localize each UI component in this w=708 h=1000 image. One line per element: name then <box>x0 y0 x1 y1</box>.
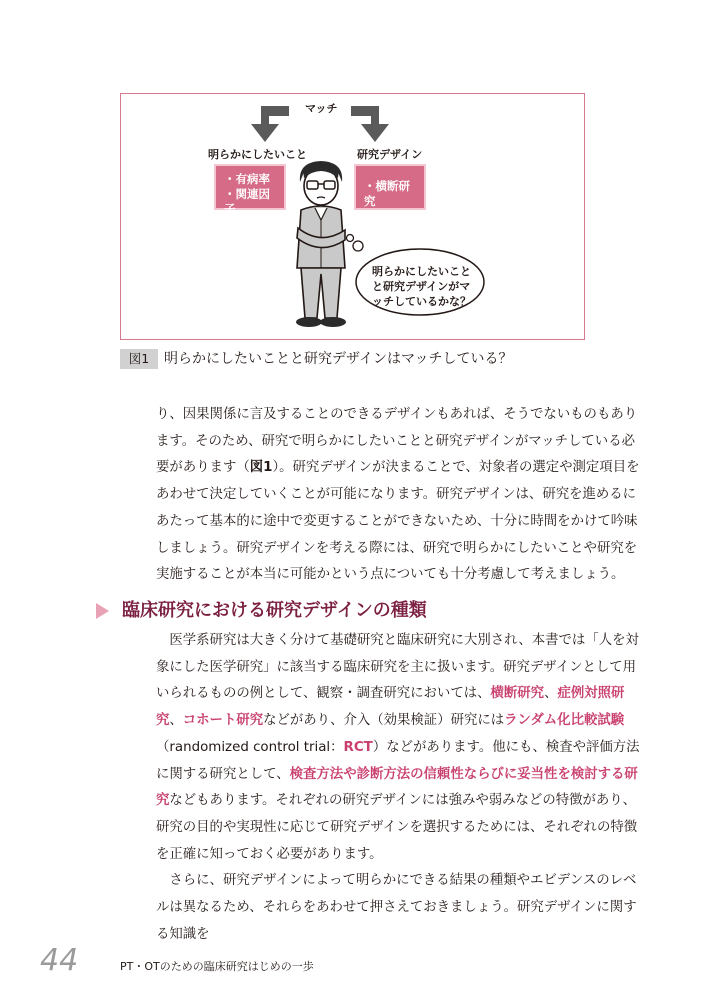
running-title: PT・OTのための臨床研究はじめの一歩 <box>120 960 314 973</box>
figure-caption: 明らかにしたいことと研究デザインはマッチしている？ <box>164 351 513 367</box>
keyword: コホート研究 <box>182 713 264 729</box>
text-run: などもあります。それぞれの研究デザインには強みや弱みなどの特徴があり、研究の目的や実現性に応じて研究デザインを選択するためには、それぞれの特徴を正確に知っておく必要があります。 <box>156 793 638 862</box>
right-arrow-icon <box>351 106 389 142</box>
text-run: などがあり、介入（効果検証）研究には <box>263 713 505 729</box>
keyword: 横断研究 <box>490 686 545 702</box>
body-paragraph-1 <box>156 402 646 589</box>
text-run: 、 <box>169 713 183 729</box>
design-box <box>354 164 426 210</box>
thought-text <box>372 264 471 309</box>
design-item: ・横断研究 <box>364 179 410 208</box>
text-run: ）。研究デザインが決まることで、対象者の選定や測定項目をあわせて決定していくことが可能になります。研究デザインは、研究を進めるにあたって基本的に途中で変更することができないため、十分に時間をかけて吟味しましょう。研究デザインを考える際には、研究で明らかにしたいことや研究を実施することが本当に可能かという点についても十分考慮して考えましょう。 <box>156 460 640 583</box>
text-run: 医学系研究は大きく分けて基礎研究と臨床研究に大別され、本書では「人を対象にした医学研究」に該当する臨床研究を主に扱います。研究デザインとして用いられるものの例として、観察・調査研究においては、 <box>156 633 639 702</box>
thought-line: 明らかにしたいこと <box>372 265 471 278</box>
left-heading: 明らかにしたいこと <box>208 148 307 161</box>
left-arrow-icon <box>251 106 289 142</box>
text-run: り、因果関係に言及することのできるデザインもあれば、そうでないものもあります。そのため、研究で明らかにしたいことと研究デザインがマッチしている必要があります（ <box>156 407 638 476</box>
keyword: ランダム化比較試験 <box>504 713 625 729</box>
heading-marker-icon <box>96 603 109 619</box>
thought-line: と研究デザインがマ <box>372 280 471 293</box>
page-number: 44 <box>40 943 79 978</box>
right-heading: 研究デザイン <box>357 148 423 161</box>
text-run: ）などがあります。他にも、検査や評価方法に関する研究として、 <box>156 739 640 782</box>
figure-label: 図1 <box>120 349 158 369</box>
body-paragraph-2 <box>156 628 646 948</box>
thought-line: ッチしているかな？ <box>372 295 471 308</box>
goal-item: ・有病率 <box>224 172 270 186</box>
match-label: マッチ <box>305 102 338 115</box>
keyword: 症例対照研究 <box>156 686 625 729</box>
goal-item: ・関連因子 <box>224 187 270 216</box>
text-run: （randomized control trial： <box>156 739 344 755</box>
keyword: RCT <box>343 739 373 755</box>
body-paragraph-3: さらに、研究デザインによって明らかにできる結果の種類やエビデンスのレベルは異なるため、それらをあわせて押さえておきましょう。研究デザインに関する知識を <box>156 873 637 942</box>
keyword: 検査方法や診断方法の信頼性ならびに妥当性を検討する研究 <box>156 766 638 809</box>
section-heading: 臨床研究における研究デザインの種類 <box>122 600 427 621</box>
goal-box <box>214 164 286 216</box>
text-run: 、 <box>544 686 558 702</box>
figure-reference[interactable]: 図1 <box>249 460 273 476</box>
